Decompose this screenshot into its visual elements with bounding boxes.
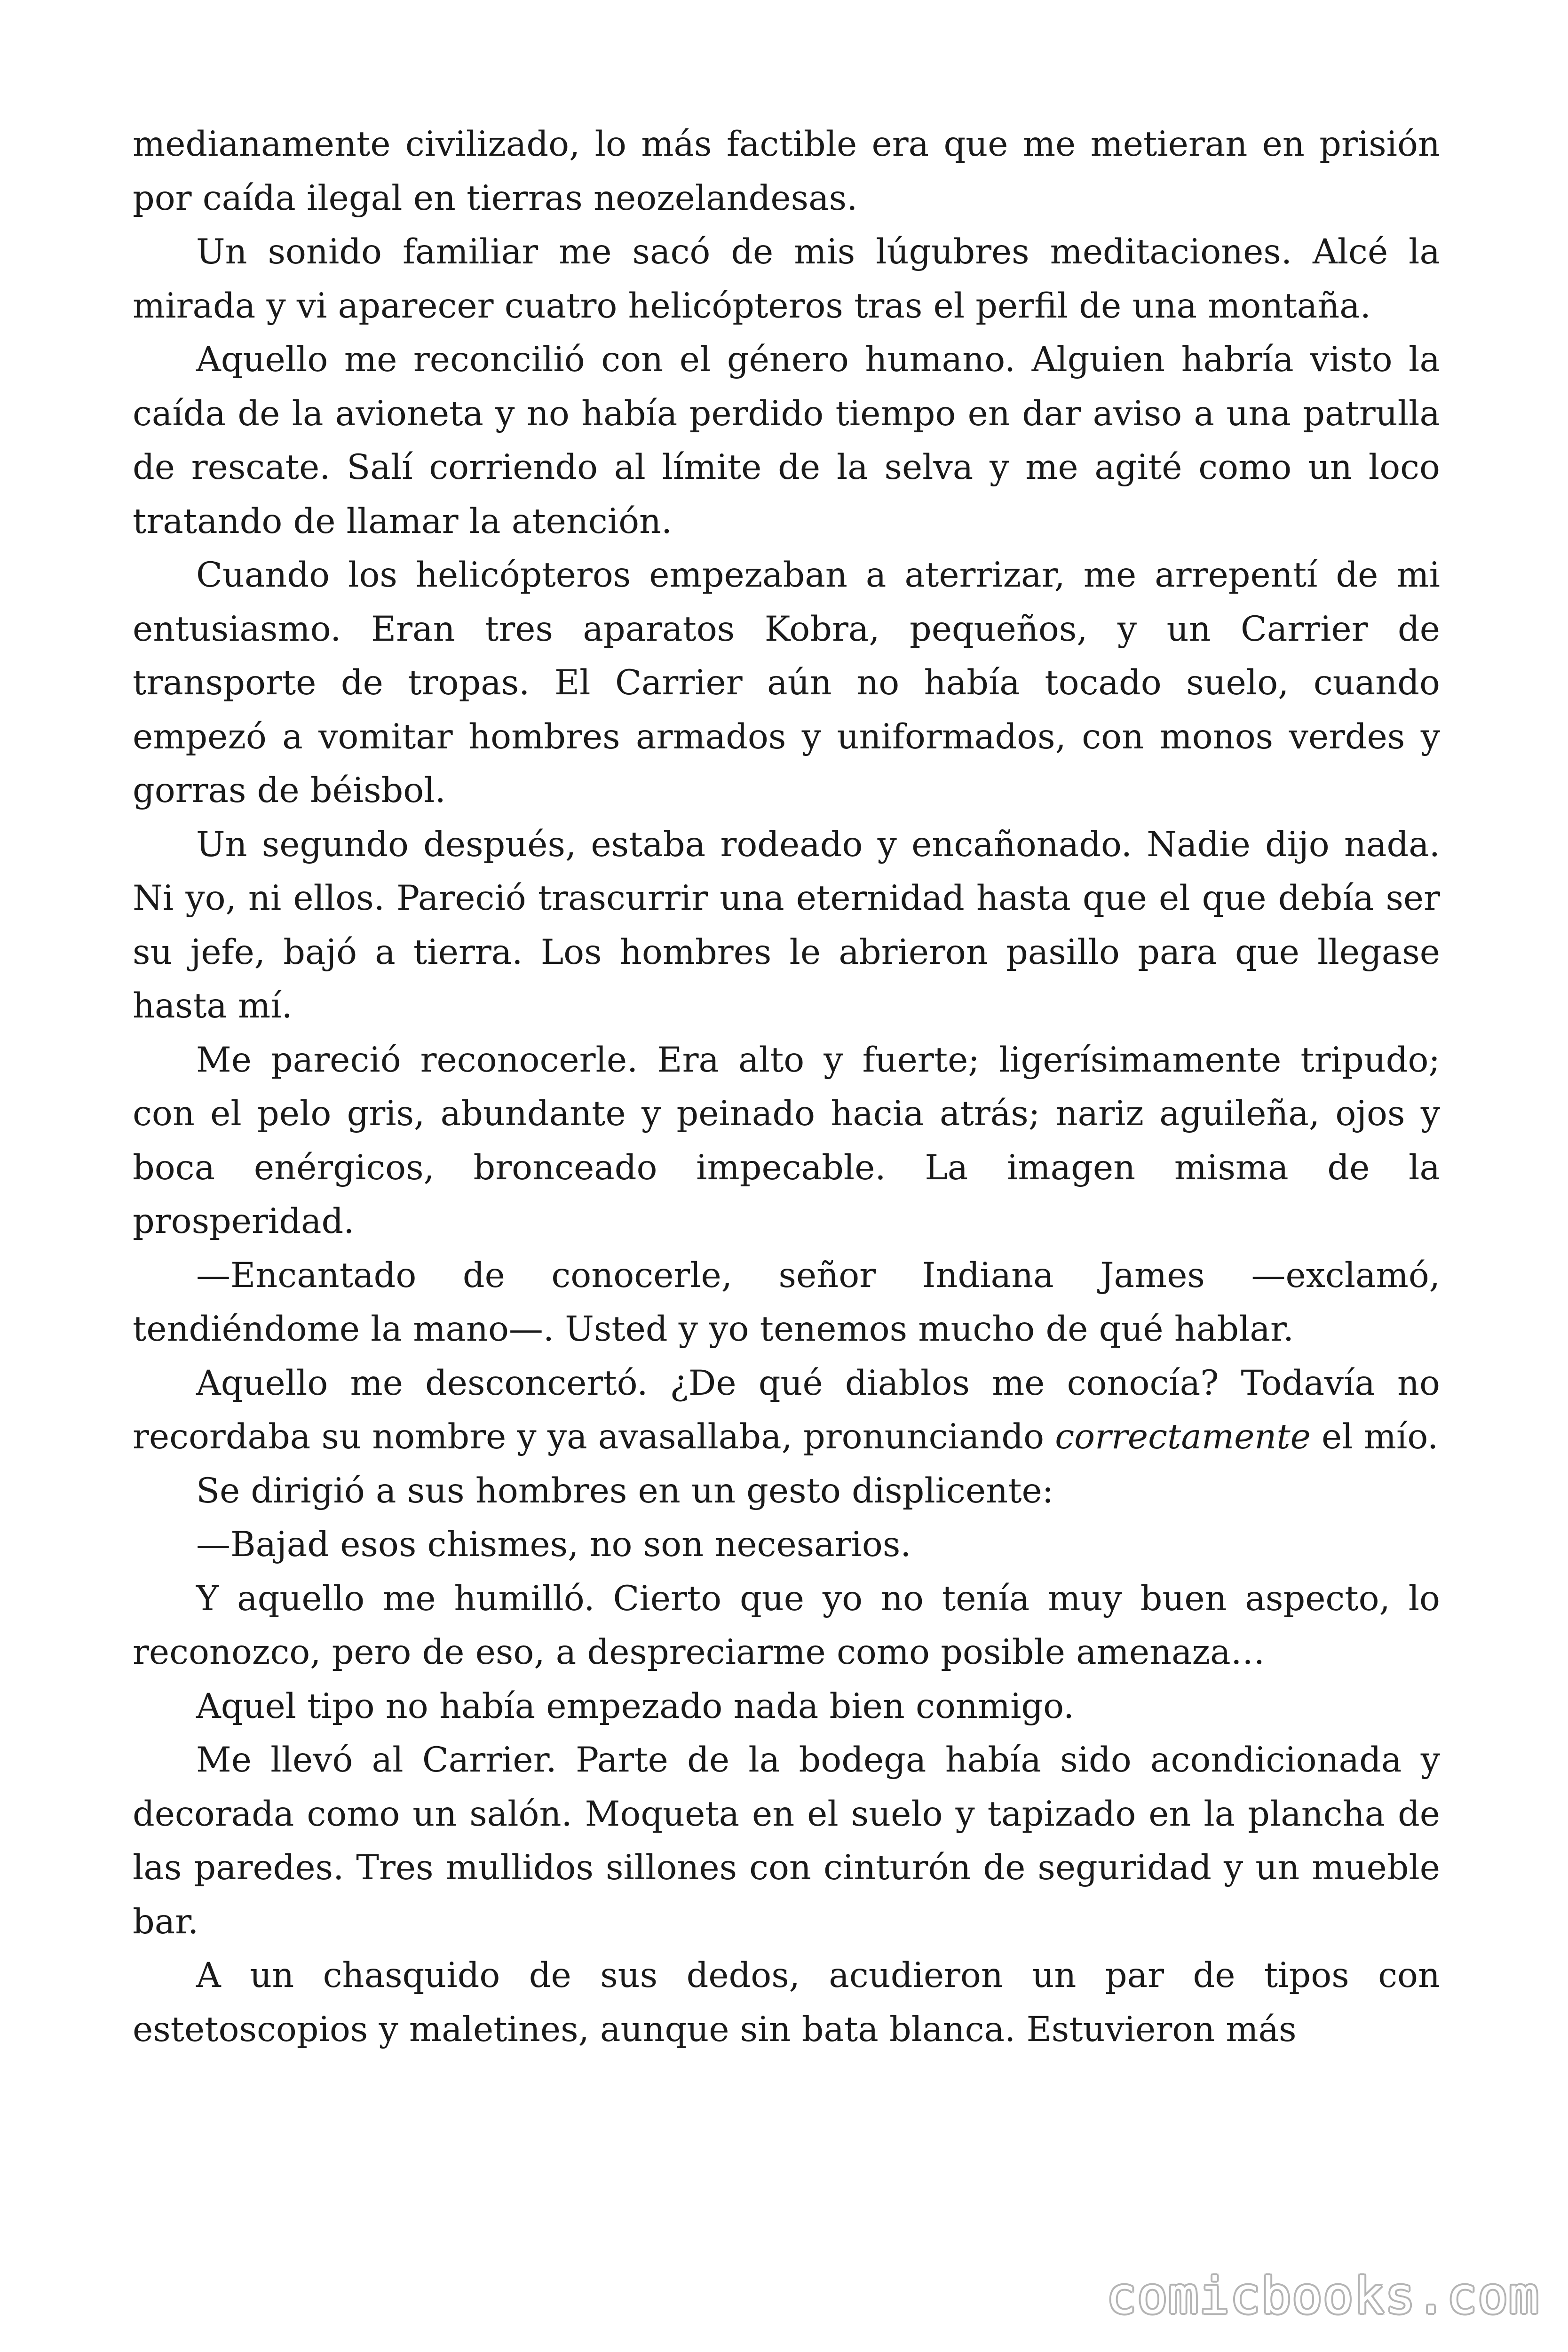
paragraph-continuation: medianamente civilizado, lo más factible era que me metieran en prisión por caída ilegal en tierras neozelandesas. bbox=[133, 124, 1440, 218]
paragraph-helicopters: Un sonido familiar me sacó de mis lúgubres meditaciones. Alcé la mirada y vi aparecer cuatro helicópteros tras el perfil de una montaña. bbox=[133, 232, 1440, 326]
paragraph-leader-description: Me pareció reconocerle. Era alto y fuerte; ligerísimamente tripudo; con el pelo gris, abundante y peinado hacia atrás; nariz aguileña, ojos y boca enérgicos, bronceado impecable. La imagen misma de la prosperidad. bbox=[133, 1040, 1440, 1241]
paragraph-disconcerted-after: el mío. bbox=[1310, 1417, 1439, 1457]
paragraph-reconciled: Aquello me reconcilió con el género humano. Alguien habría visto la caída de la avioneta y no había perdido tiempo en dar aviso a una patrulla de rescate. Salí corriendo al límite de la selva y me agité como un loco tratando de llamar la atención. bbox=[133, 340, 1440, 541]
paragraph-landing: Cuando los helicópteros empezaban a aterrizar, me arrepentí de mi entusiasmo. Eran tres aparatos Kobra, pequeños, y un Carrier de transporte de tropas. El Carrier aún no había tocado suelo, cuando empezó a vomitar hombres armados y uniformados, con monos verdes y gorras de béisbol. bbox=[133, 555, 1440, 810]
paragraph-disconcerted bbox=[133, 1357, 1440, 1464]
paragraph-disconcerted-before: Aquello me desconcertó. ¿De qué diablos me conocía? Todavía no recordaba su nombre y ya avasallaba, pronunciando bbox=[133, 1363, 1440, 1457]
paragraph-bad-start: Aquel tipo no había empezado nada bien conmigo. bbox=[196, 1686, 1075, 1726]
paragraph-order: —Bajad esos chismes, no son necesarios. bbox=[196, 1525, 911, 1565]
paragraph-doctors: A un chasquido de sus dedos, acudieron un par de tipos con estetoscopios y maletines, aunque sin bata blanca. Estuvieron más bbox=[133, 1955, 1440, 2050]
book-page-text bbox=[133, 118, 1440, 2057]
watermark-logo: comicbooks.com bbox=[1106, 2267, 1540, 2325]
paragraph-carrier-salon: Me llevó al Carrier. Parte de la bodega había sido acondicionada y decorada como un salón. Moqueta en el suelo y tapizado en la plancha de las paredes. Tres mullidos sillones con cinturón de seguridad y un mueble bar. bbox=[133, 1740, 1440, 1942]
paragraph-surrounded: Un segundo después, estaba rodeado y encañonado. Nadie dijo nada. Ni yo, ni ellos. Pareció trascurrir una eternidad hasta que el que debía ser su jefe, bajó a tierra. Los hombres le abrieron pasillo para que llegase hasta mí. bbox=[133, 824, 1440, 1026]
paragraph-humiliated: Y aquello me humilló. Cierto que yo no tenía muy buen aspecto, lo reconozco, pero de eso, a despreciarme como posible amenaza… bbox=[133, 1578, 1440, 1672]
paragraph-addressed-men: Se dirigió a sus hombres en un gesto displicente: bbox=[196, 1470, 1054, 1511]
paragraph-disconcerted-emphasis: correctamente bbox=[1055, 1417, 1311, 1457]
paragraph-greeting: —Encantado de conocerle, señor Indiana James —exclamó, tendiéndome la mano—. Usted y yo tenemos mucho de qué hablar. bbox=[133, 1255, 1440, 1349]
